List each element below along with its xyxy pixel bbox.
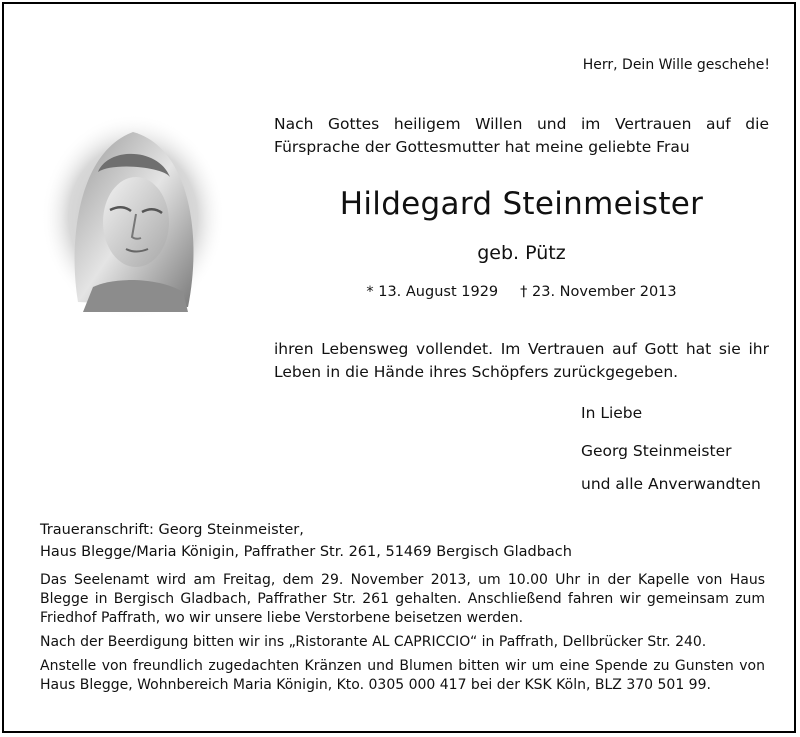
deceased-name: Hildegard Steinmeister	[339, 186, 704, 222]
mass-note: Das Seelenamt wird am Freitag, dem 29. November 2013, um 10.00 Uhr in der Kapelle von Haus Blegge in Bergisch Gladbach, Paffrather Str. 261 gehalten. Anschließend fahren wir gemeinsam zum Friedhof Paffrath, wo wir unsere liebe Verstorbene beisetzen werden.	[40, 572, 765, 626]
closing-line: ihren Lebensweg vollendet. Im Vertrauen auf Gott hat sie ihr	[274, 340, 769, 358]
closing-line: Leben in die Hände ihres Schöpfers zurückgegeben.	[274, 363, 679, 381]
address-line: Haus Blegge/Maria Königin, Paffrather Str. 261, 51469 Bergisch Gladbach	[40, 544, 572, 560]
intro-text	[274, 113, 769, 159]
signature-husband: Georg Steinmeister	[581, 442, 732, 460]
death-date: † 23. November 2013	[520, 284, 677, 300]
motto: Herr, Dein Wille geschehe!	[582, 57, 770, 73]
birth-date: * 13. August 1929	[366, 284, 499, 300]
madonna-portrait-image	[38, 112, 228, 322]
intro-line: Fürsprache der Gottesmutter hat meine geliebte Frau	[274, 138, 690, 156]
life-dates	[274, 284, 769, 300]
closing-text	[274, 338, 769, 384]
mourning-address	[40, 519, 572, 563]
birth-name: geb. Pütz	[477, 242, 566, 264]
address-line: Traueranschrift: Georg Steinmeister,	[40, 522, 304, 538]
signature-closing: In Liebe	[581, 404, 643, 422]
reception-note: Nach der Beerdigung bitten wir ins „Ristorante AL CAPRICCIO“ in Paffrath, Dellbrücker Str. 240.	[40, 634, 707, 650]
intro-line: Nach Gottes heiligem Willen und im Vertrauen auf die	[274, 115, 769, 133]
donation-note: Anstelle von freundlich zugedachten Kränzen und Blumen bitten wir um eine Spende zu Gunsten von Haus Blegge, Wohnbereich Maria Königin, Kto. 0305 000 417 bei der KSK Köln, BLZ 370 501 99.	[40, 658, 765, 693]
service-notes	[40, 571, 765, 700]
signature-relatives: und alle Anverwandten	[581, 475, 761, 493]
